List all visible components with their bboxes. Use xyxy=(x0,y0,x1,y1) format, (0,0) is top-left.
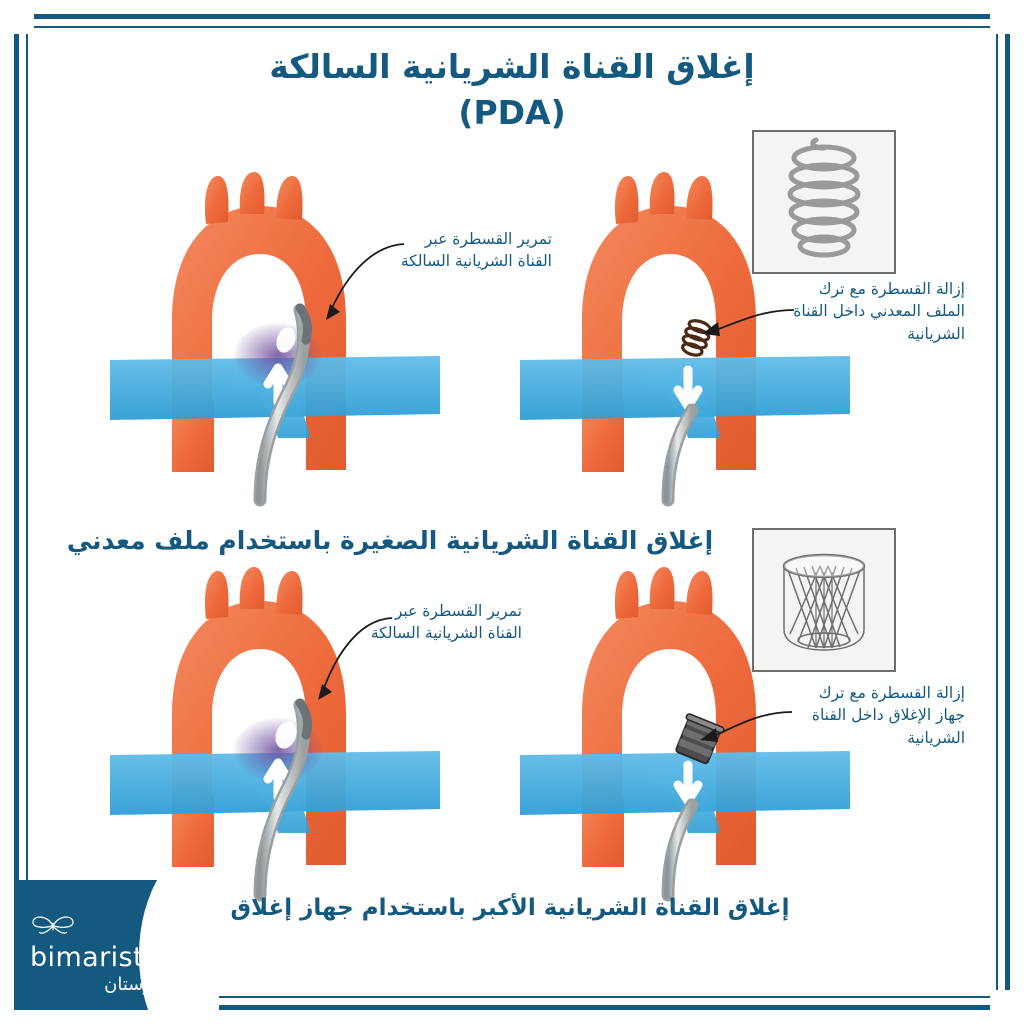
frame-corner-top-left xyxy=(0,0,34,34)
page-title-line1: إغلاق القناة الشريانية السالكة xyxy=(269,47,755,86)
frame-corner-top-right xyxy=(990,0,1024,34)
logo-wordmark: bimaristan xyxy=(30,942,179,973)
logo-wordmark-arabic: بيمارستان xyxy=(104,974,179,995)
coil-step-1-illustration xyxy=(110,170,440,500)
butterfly-icon xyxy=(30,912,76,938)
page-title-line2: (PDA) xyxy=(458,92,566,132)
page-title xyxy=(120,44,904,135)
annotation-coil-step-2: إزالة القسطرة مع ترك الملف المعدني داخل القناة الشريانية xyxy=(793,280,965,343)
annotation-device-step-1: تمرير القسطرة عبر القناة الشريانية السالكة xyxy=(370,602,522,643)
logo-content xyxy=(30,912,178,994)
section-caption-coil: إغلاق القناة الشريانية الصغيرة باستخدام ملف معدني xyxy=(66,526,714,555)
frame-corner-bottom-right xyxy=(990,990,1024,1024)
section-caption-device: إغلاق القناة الشريانية الأكبر باستخدام جهاز إغلاق xyxy=(230,895,790,921)
metal-coil-icon xyxy=(752,130,896,274)
annotation-device-step-2: إزالة القسطرة مع ترك جهاز الإغلاق داخل القناة الشريانية xyxy=(811,684,965,747)
occluder-device-icon xyxy=(752,528,896,672)
coil-in-duct xyxy=(679,318,712,358)
brand-logo xyxy=(14,880,219,1010)
annotation-coil-step-1: تمرير القسطرة عبر القناة الشريانية السالكة xyxy=(400,230,552,271)
